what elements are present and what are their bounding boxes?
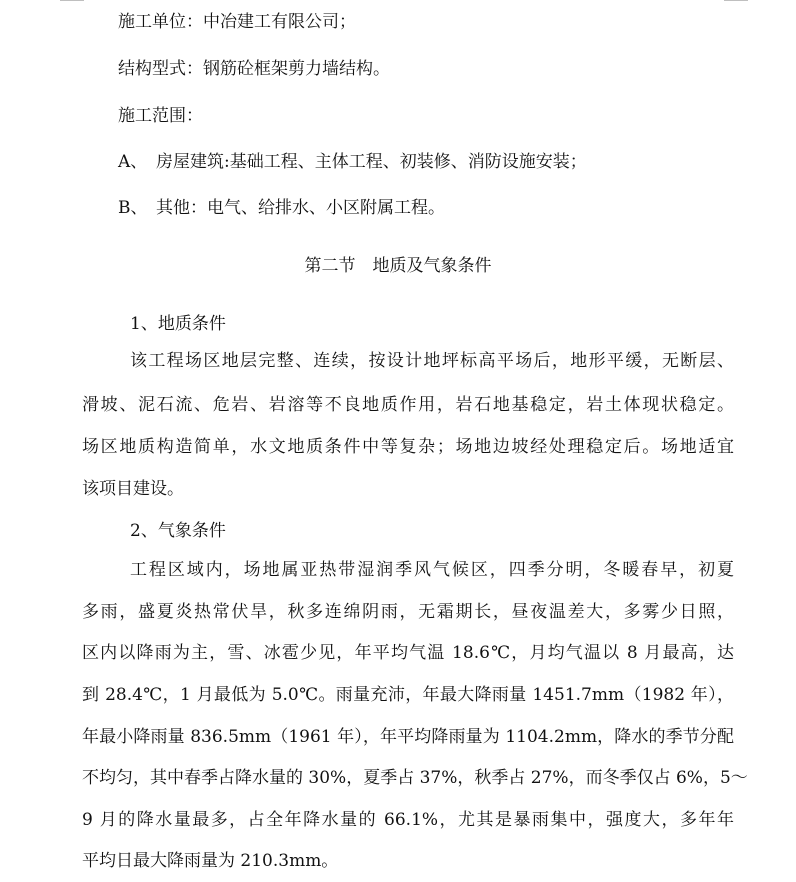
geology-paragraph-line-2: 滑坡、泥石流、危岩、岩溶等不良地质作用，岩石地基稳定，岩土体现状稳定。 [82,395,734,415]
geology-paragraph-line-4: 该项目建设。 [82,479,184,499]
page-corner-mark-left [60,0,84,3]
weather-heading: 2、气象条件 [130,521,226,541]
weather-paragraph-line-5: 年最小降雨量 836.5mm（1961 年），年平均降雨量为 1104.2mm，降水的季节分配 [82,727,734,747]
geology-heading: 1、地质条件 [130,314,226,334]
weather-paragraph-line-8: 平均日最大降雨量为 210.3mm。 [82,851,339,871]
structure-type-line: 结构型式：钢筋砼框架剪力墙结构。 [118,59,390,79]
scope-item-a-marker: A、 [118,152,148,172]
scope-item-a [118,152,587,172]
weather-paragraph-line-2: 多雨，盛夏炎热常伏旱，秋多连绵阴雨，无霜期长，昼夜温差大，多雾少日照， [82,602,734,622]
geology-paragraph-line-3: 场区地质构造简单，水文地质条件中等复杂；场地边坡经处理稳定后。场地适宜 [82,437,734,457]
construction-unit-line: 施工单位：中冶建工有限公司； [118,12,356,32]
scope-item-a-text: 房屋建筑:基础工程、主体工程、初装修、消防设施安装； [156,152,587,172]
construction-scope-label: 施工范围： [118,106,203,126]
section-title: 第二节 地质及气象条件 [304,256,492,276]
weather-paragraph-line-4: 到 28.4℃，1 月最低为 5.0℃。雨量充沛，年最大降雨量 1451.7mm（1982 年）， [82,685,734,705]
weather-paragraph-line-3: 区内以降雨为主，雪、冰雹少见，年平均气温 18.6℃，月均气温以 8 月最高，达 [82,643,734,663]
scope-item-b-text: 其他：电气、给排水、小区附属工程。 [156,198,445,218]
weather-paragraph-line-7: 9 月的降水量最多，占全年降水量的 66.1%，尤其是暴雨集中，强度大，多年年 [82,810,734,830]
page-corner-mark-right [724,0,748,3]
scope-item-b-marker: B、 [118,198,148,218]
scope-item-b [118,198,445,218]
geology-paragraph-line-1: 该工程场区地层完整、连续，按设计地坪标高平场后，地形平缓，无断层、 [130,351,734,371]
weather-paragraph-line-6: 不均匀，其中春季占降水量的 30%，夏季占 37%，秋季占 27%，而冬季仅占 6%，5～ [82,768,748,788]
weather-paragraph-line-1: 工程区域内，场地属亚热带湿润季风气候区，四季分明，冬暖春早，初夏 [130,560,734,580]
